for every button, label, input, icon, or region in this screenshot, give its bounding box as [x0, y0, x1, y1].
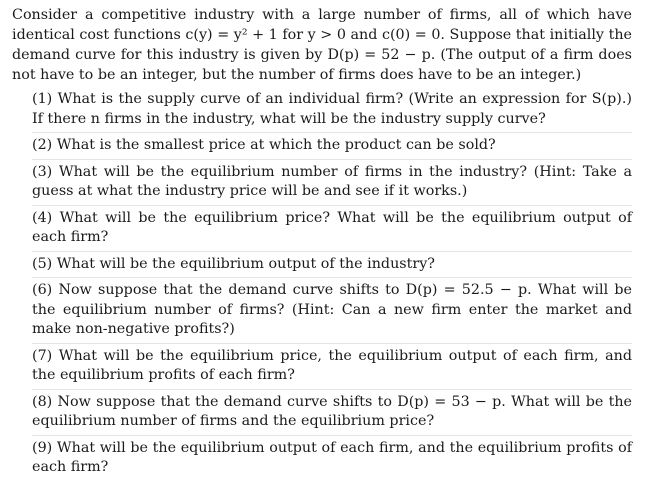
question-2: (2) What is the smallest price at which the product can be sold?	[32, 132, 632, 156]
question-1: (1) What is the supply curve of an individual firm? (Write an expression for S(p).) If there n firms in the industry, what will be the industry supply curve?	[32, 91, 632, 127]
question-8: (8) Now suppose that the demand curve shifts to D(p) = 53 − p. What will be the equilibrium number of firms and the equilibrium price?	[32, 389, 632, 432]
question-4: (4) What will be the equilibrium price? What will be the equilibrium output of each firm?	[32, 205, 632, 248]
question-7: (7) What will be the equilibrium price, the equilibrium output of each firm, and the equilibrium profits of each firm?	[32, 343, 632, 386]
problem-document	[12, 5, 632, 478]
question-6: (6) Now suppose that the demand curve shifts to D(p) = 52.5 − p. What will be the equilibrium number of firms? (Hint: Can a new firm enter the market and make non-negative profits?)	[32, 277, 632, 340]
question-5: (5) What will be the equilibrium output of the industry?	[32, 251, 632, 275]
question-list	[12, 88, 632, 478]
question-9: (9) What will be the equilibrium output of each firm, and the equilibrium profits of each firm?	[32, 435, 632, 478]
question-3: (3) What will be the equilibrium number of firms in the industry? (Hint: Take a guess at what the industry price will be and see if it works.)	[32, 159, 632, 202]
problem-intro: Consider a competitive industry with a large number of firms, all of which have identical cost functions c(y) = y² + 1 for y > 0 and c(0) = 0. Suppose that initially the demand curve for this industry is given by D(p) = 52 − p. (The output of a firm does not have to be an integer, but the number of firms does have to be an integer.)	[12, 7, 632, 83]
